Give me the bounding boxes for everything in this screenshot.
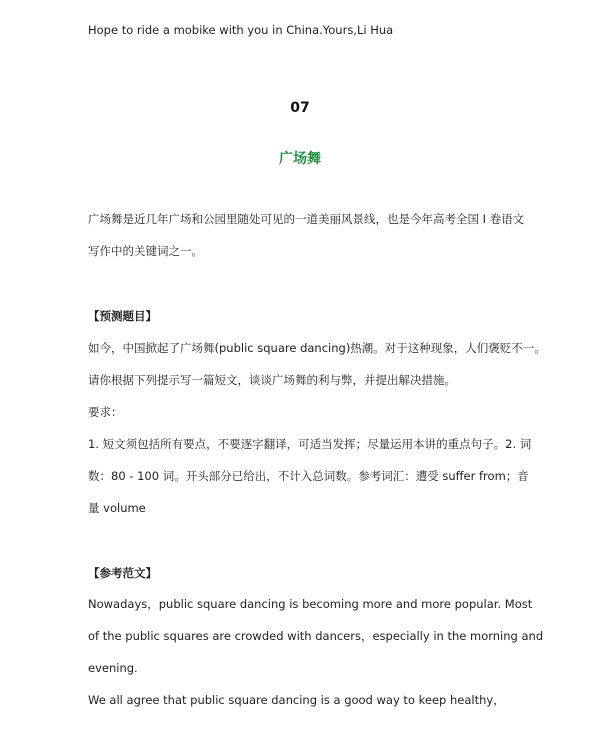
prediction-line-4: 1. 短文须包括所有要点，不要逐字翻译，可适当发挥；尽量运用本讲的重点句子。2. 词 [88,437,532,451]
reference-line-3: evening. [88,661,138,675]
reference-line-1: Nowadays，public square dancing is becoming more and more popular. Most [88,597,533,611]
prediction-line-3: 要求： [88,405,123,419]
section-number: 07 [290,100,310,116]
prediction-heading: 【预测题目】 [88,309,157,323]
closing-line: Hope to ride a mobike with you in China.Yours,Li Hua [88,23,394,37]
prediction-line-5: 数：80 - 100 词。开头部分已给出，不计入总词数。参考词汇：遭受 suffer from；音 [88,469,529,483]
prediction-line-6: 量 volume [88,501,146,515]
section-title: 广场舞 [279,151,321,167]
intro-line-1: 广场舞是近几年广场和公园里随处可见的一道美丽风景线，也是今年高考全国 I 卷语文 [88,212,525,226]
prediction-line-2: 请你根据下列提示写一篇短文，谈谈广场舞的利与弊，并提出解决措施。 [88,373,456,387]
prediction-line-1: 如今，中国掀起了广场舞(public square dancing)热潮。对于这种现象，人们褒贬不一。 [88,341,546,355]
reference-line-4: We all agree that public square dancing is a good way to keep healthy， [88,693,505,707]
reference-heading: 【参考范文】 [88,566,157,580]
intro-line-2: 写作中的关键词之一。 [88,244,203,258]
reference-line-2: of the public squares are crowded with dancers，especially in the morning and [88,629,544,643]
